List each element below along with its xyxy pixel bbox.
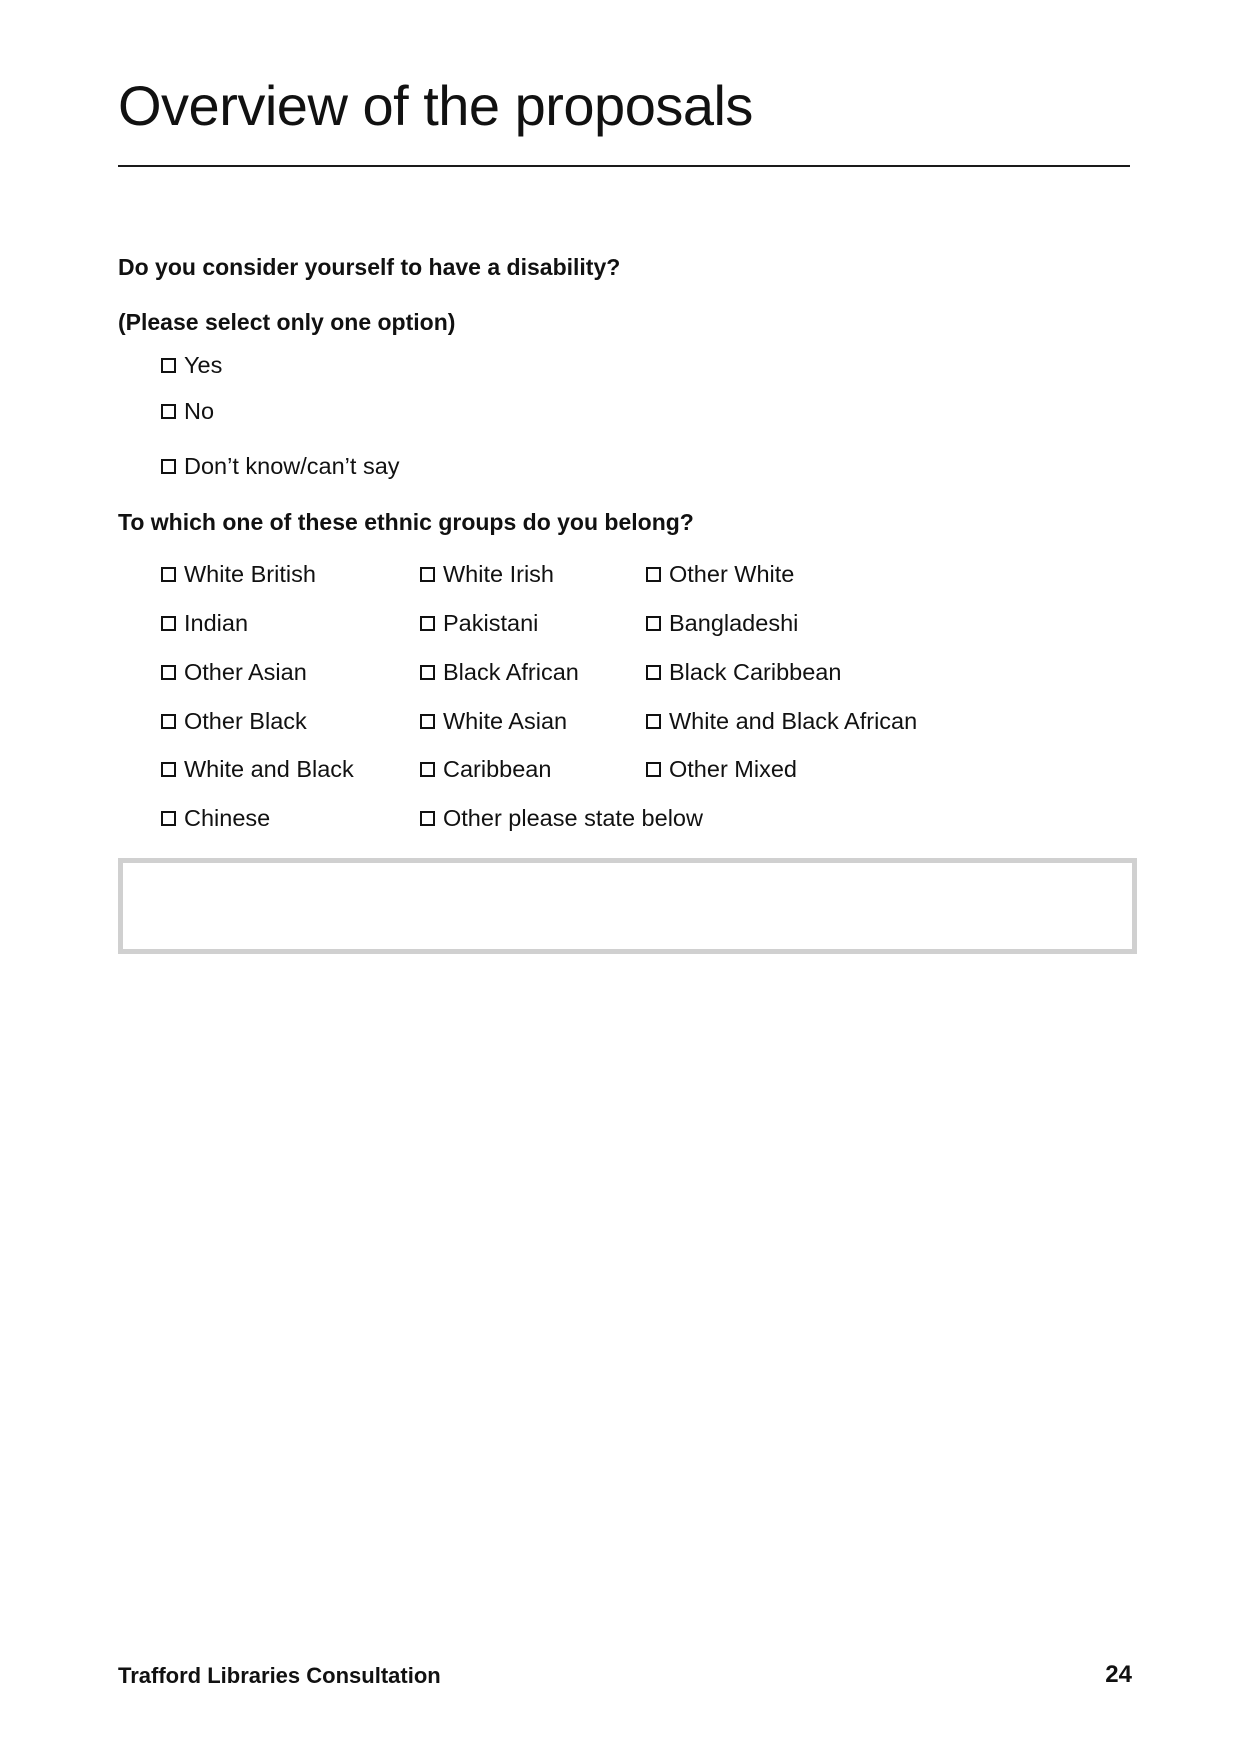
disability-option-dont-know[interactable]: [161, 452, 400, 480]
ethnicity-option[interactable]: [161, 804, 270, 832]
ethnicity-option[interactable]: [420, 755, 551, 783]
ethnicity-option[interactable]: [161, 560, 316, 588]
ethnicity-option[interactable]: [420, 707, 567, 735]
checkbox[interactable]: [420, 762, 435, 777]
option-label: Indian: [184, 610, 249, 636]
ethnicity-option[interactable]: [646, 755, 797, 783]
checkbox[interactable]: [161, 762, 176, 777]
option-label: No: [184, 398, 215, 424]
checkbox[interactable]: [420, 714, 435, 729]
checkbox[interactable]: [161, 459, 176, 474]
checkbox[interactable]: [420, 811, 435, 826]
ethnicity-option-other[interactable]: [420, 804, 703, 832]
checkbox[interactable]: [420, 567, 435, 582]
ethnicity-option[interactable]: [161, 609, 248, 637]
checkbox[interactable]: [646, 762, 661, 777]
option-label: Other Mixed: [669, 756, 797, 782]
option-label: Bangladeshi: [669, 610, 799, 636]
title-divider: [118, 165, 1130, 167]
option-label: Other Black: [184, 708, 307, 734]
option-label: Other please state below: [443, 805, 703, 831]
page-title: Overview of the proposals: [118, 74, 753, 137]
option-label: White British: [184, 561, 316, 587]
option-label: Other White: [669, 561, 795, 587]
ethnicity-option[interactable]: [420, 560, 554, 588]
option-label: Pakistani: [443, 610, 539, 636]
checkbox[interactable]: [646, 616, 661, 631]
checkbox[interactable]: [161, 714, 176, 729]
option-label: Yes: [184, 352, 223, 378]
checkbox[interactable]: [161, 567, 176, 582]
ethnicity-question: To which one of these ethnic groups do you belong?: [118, 509, 694, 535]
option-label: White Irish: [443, 561, 554, 587]
checkbox[interactable]: [161, 358, 176, 373]
checkbox[interactable]: [161, 665, 176, 680]
ethnicity-option[interactable]: [161, 658, 307, 686]
checkbox[interactable]: [161, 811, 176, 826]
ethnicity-option[interactable]: [420, 609, 538, 637]
ethnicity-option[interactable]: [420, 658, 579, 686]
checkbox[interactable]: [161, 616, 176, 631]
checkbox[interactable]: [646, 665, 661, 680]
disability-option-yes[interactable]: [161, 351, 222, 379]
checkbox[interactable]: [646, 714, 661, 729]
option-label: Other Asian: [184, 659, 307, 685]
footer-title: Trafford Libraries Consultation: [118, 1663, 441, 1688]
disability-instruction: (Please select only one option): [118, 309, 456, 335]
option-label: Chinese: [184, 805, 271, 831]
option-label: Black African: [443, 659, 579, 685]
disability-question: Do you consider yourself to have a disability?: [118, 254, 621, 280]
ethnicity-option[interactable]: [646, 560, 794, 588]
page-number: 24: [1105, 1661, 1132, 1688]
checkbox[interactable]: [420, 616, 435, 631]
option-label: Black Caribbean: [669, 659, 842, 685]
checkbox[interactable]: [161, 404, 176, 419]
ethnicity-option[interactable]: [161, 755, 354, 783]
checkbox[interactable]: [646, 567, 661, 582]
option-label: Caribbean: [443, 756, 552, 782]
option-label: Don’t know/can’t say: [184, 453, 400, 479]
disability-option-no[interactable]: [161, 397, 214, 425]
ethnicity-option[interactable]: [646, 658, 841, 686]
option-label: White and Black African: [669, 708, 918, 734]
option-label: White and Black: [184, 756, 354, 782]
checkbox[interactable]: [420, 665, 435, 680]
ethnicity-option[interactable]: [646, 609, 798, 637]
ethnicity-option[interactable]: [646, 707, 917, 735]
option-label: White Asian: [443, 708, 568, 734]
other-ethnicity-text-box[interactable]: [118, 858, 1137, 954]
ethnicity-option[interactable]: [161, 707, 307, 735]
